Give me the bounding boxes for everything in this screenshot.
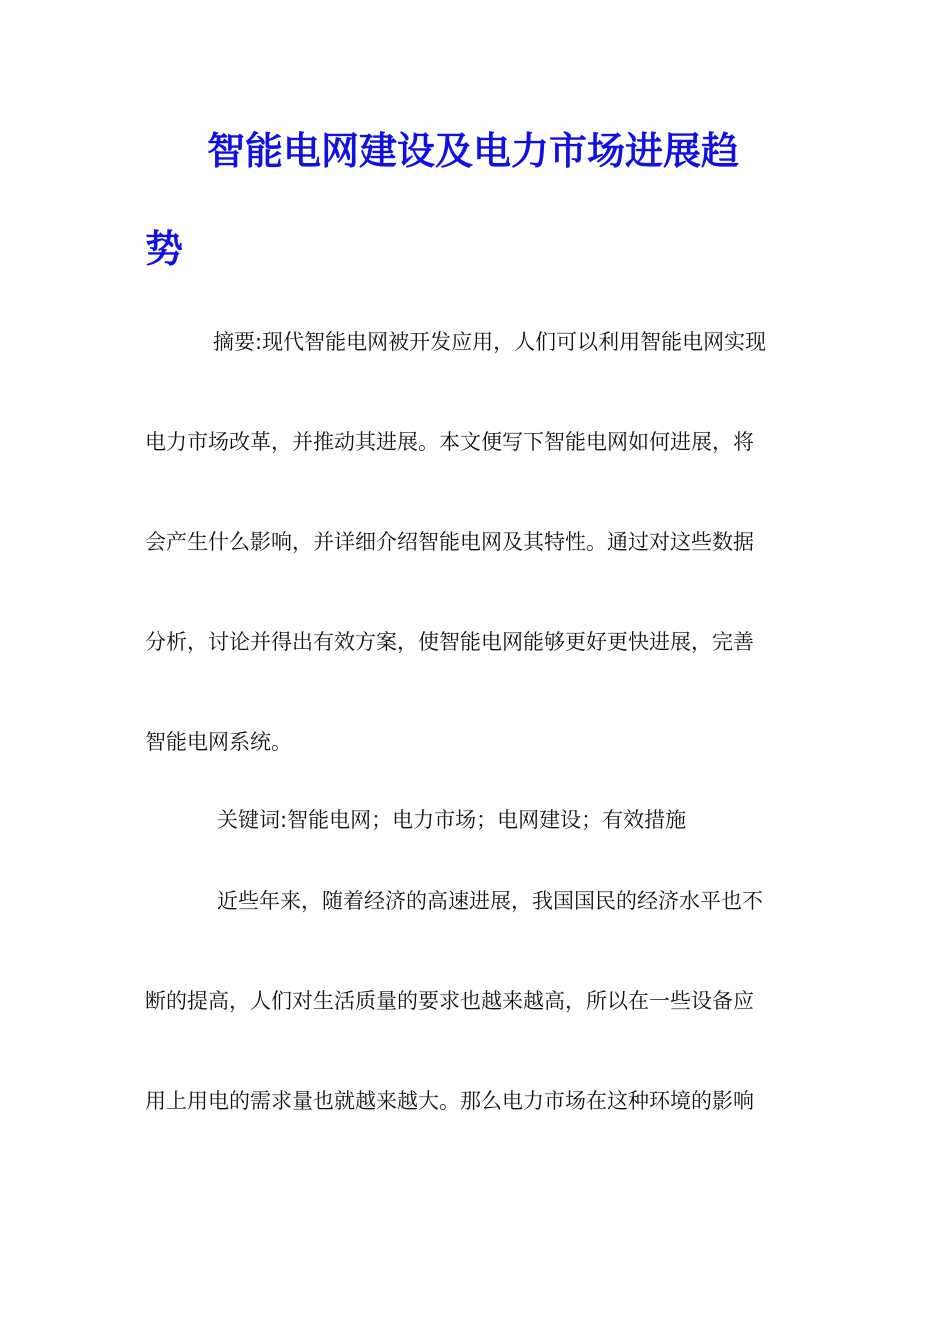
abstract-line-2: 电力市场改革，并推动其进展。本文便写下智能电网如何进展，将 — [145, 430, 754, 454]
abstract-line-1: 摘要:现代智能电网被开发应用，人们可以利用智能电网实现 — [213, 330, 767, 354]
body-line-2: 断的提高，人们对生活质量的要求也越来越高，所以在一些设备应 — [145, 989, 754, 1013]
body-line-3: 用上用电的需求量也就越来越大。那么电力市场在这种环境的影响 — [145, 1089, 754, 1113]
document-title-line-2: 势 — [145, 227, 184, 271]
abstract-line-4: 分析，讨论并得出有效方案，使智能电网能够更好更快进展，完善 — [145, 630, 754, 654]
document-title-line-1: 智能电网建设及电力市场进展趋 — [207, 129, 740, 173]
body-line-1: 近些年来，随着经济的高速进展，我国国民的经济水平也不 — [217, 889, 763, 913]
keywords-line: 关键词:智能电网；电力市场；电网建设；有效措施 — [217, 808, 687, 832]
abstract-line-5: 智能电网系统。 — [145, 730, 292, 754]
abstract-line-3: 会产生什么影响，并详细介绍智能电网及其特性。通过对这些数据 — [145, 530, 754, 554]
